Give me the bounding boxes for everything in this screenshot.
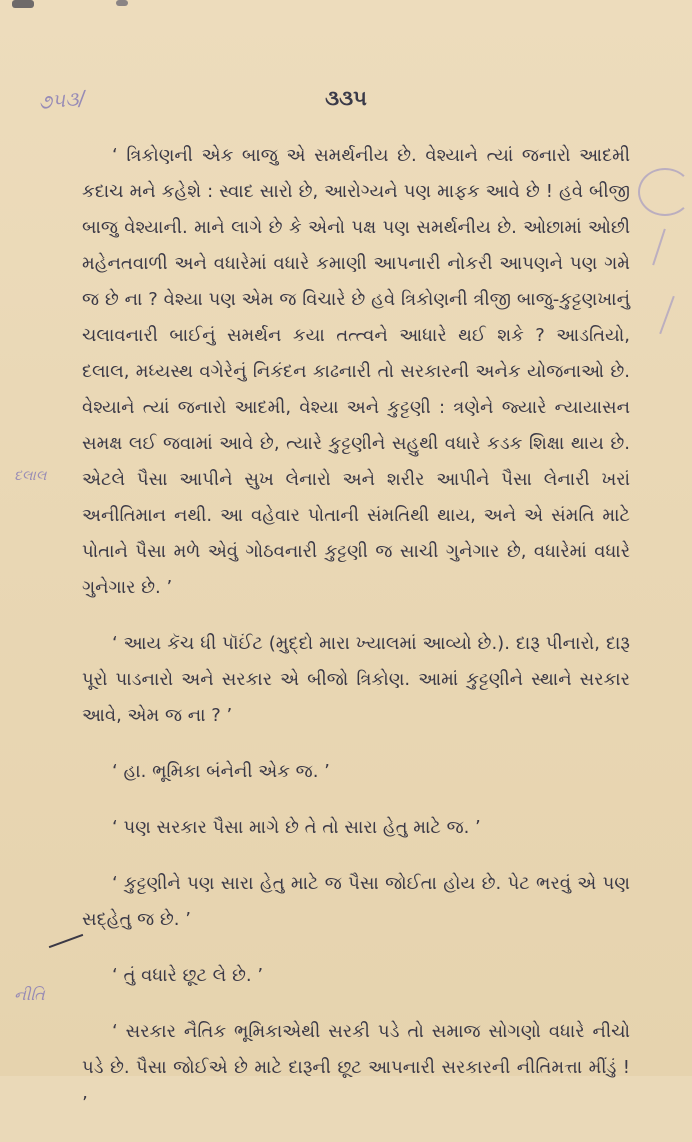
paragraph: ‘ આય કૅચ ધી પૉઈંટ (મુદ્દો મારા ખ્યાલમાં આવ્યો છે.). દારૂ પીનારો, દારૂ પૂરો પાડનારો અને સરકાર એ બીજો ત્રિકોણ. આમાં કુટ્ટણીને સ્થાને સરકાર આવે, એમ જ ના ? ’ [82,633,630,726]
paragraph: ‘ પણ સરકાર પૈસા માગે છે તે તો સારા હેતુ માટે જ. ’ [112,817,481,838]
paragraph: ‘ કુટ્ટણીને પણ સારા હેતુ માટે જ પૈસા જોઈતા હોય છે. પેટ ભરવું એ પણ સદ્‌હેતુ જ છે. ’ [82,873,630,930]
page-number: ૩૩૫ [325,86,367,110]
pencil-arrow-mark [49,934,84,948]
body-text [82,138,630,1142]
pencil-slash-mark [652,229,666,266]
scan-mark [12,0,34,8]
pencil-slash-mark [659,296,675,334]
margin-annotation: દલાલ [14,468,47,484]
margin-annotation: નીતિ [14,985,45,1004]
paragraph: ‘ હા. ભૂમિકા બંનેની એક જ. ’ [112,761,330,782]
pencil-annotation: ૭૫૩/ [36,85,87,115]
paragraph: ‘ તું વધારે છૂટ લે છે. ’ [112,965,264,986]
paragraph: ‘ ત્રિકોણની એક બાજુ એ સમર્થનીય છે. વેશ્યાને ત્યાં જનારો આદમી કદાચ મને કહેશે : સ્વાદ સારો છે, આરોગ્યને પણ માફક આવે છે ! હવે બીજી બાજુ વેશ્યાની. માને લાગે છે કે એનો પક્ષ પણ સમર્થનીય છે. ઓછામાં ઓછી મહેનતવાળી અને વધારેમાં વધારે કમાણી આપનારી નોકરી આપણને પણ ગમે જ છે ના ? વેશ્યા પણ એમ જ વિચારે છે હવે ત્રિકોણની ત્રીજી બાજુ-કુટ્ટણખાનું ચલાવનારી બાઈનું સમર્થન કયા તત્ત્વને આધારે થઈ શકે ? આડતિયો, દલાલ, મધ્યસ્થ વગેરેનું નિકંદન કાઢનારી તો સરકારની અનેક યોજનાઓ છે. વેશ્યાને ત્યાં જનારો આદમી, વેશ્યા અને કુટ્ટણી : ત્રણેને જ્યારે ન્યાયાસન સમક્ષ લઈ જવામાં આવે છે, ત્યારે કુટ્ટણીને સહુથી વધારે કડક શિક્ષા થાય છે. એટલે પૈસા આપીને સુખ લેનારો અને શરીર આપીને પૈસા લેનારી ખરાં અનીતિમાન નથી. આ વહેવાર પોતાની સંમતિથી થાય, અને એ સંમતિ માટે પોતાને પૈસા મળે એવું ગોઠવનારી કુટ્ટણી જ સાચી ગુનેગાર છે, વધારેમાં વધારે ગુનેગાર છે. ’ [82,145,630,598]
pencil-circle-mark [638,168,692,216]
paragraph: ‘ સરકાર નૈતિક ભૂમિકાએથી સરકી પડે તો સમાજ સોગણો વધારે નીચો પડે છે. પૈસા જોઈએ છે માટે દારૂની છૂટ આપનારી સરકારની નીતિમત્તા મીંડું ! ’ [82,1021,630,1114]
scan-mark [116,0,128,6]
